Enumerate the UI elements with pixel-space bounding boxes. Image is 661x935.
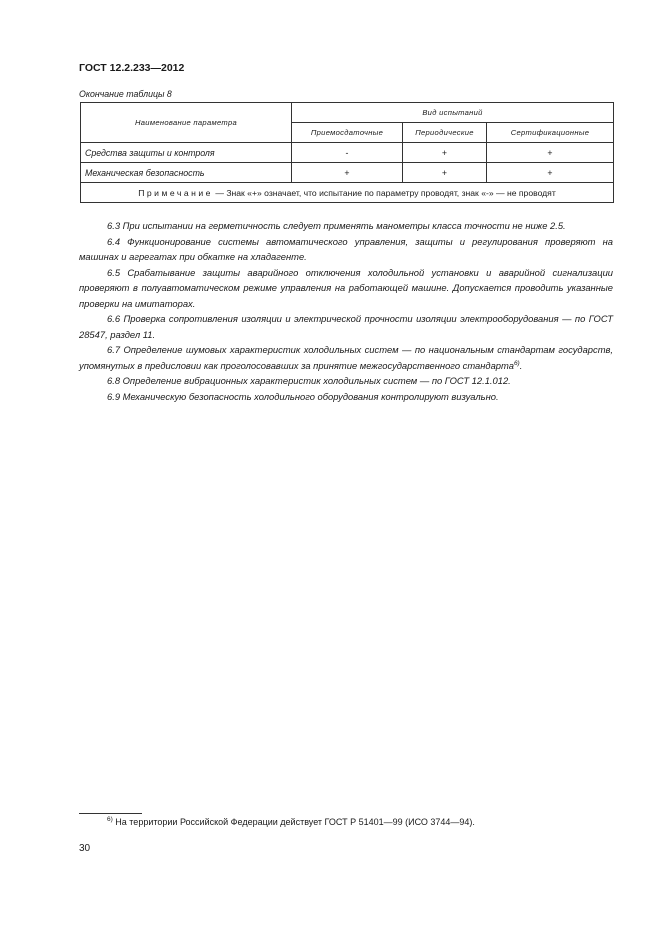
row-value: - xyxy=(292,143,403,163)
footnote-separator xyxy=(79,813,142,814)
paragraph-6-3: 6.3 При испытании на герметичность следует применять манометры класса точности не ниже 2.5. xyxy=(107,220,566,231)
footnote-text: На территории Российской Федерации действует ГОСТ Р 51401—99 (ИСО 3744—94). xyxy=(112,817,475,827)
header-acceptance: Приемосдаточные xyxy=(292,123,403,143)
row-name: Механическая безопасность xyxy=(81,163,292,183)
note-text: — Знак «+» означает, что испытание по параметру проводят, знак «-» — не проводят xyxy=(212,187,556,198)
paragraph-6-4: 6.4 Функционирование системы автоматического управления, защиты и регулирования проверяют на машинах и агрегатах при обкатке на хладагенте. xyxy=(79,235,613,262)
table-row xyxy=(81,143,614,163)
header-test-types: Вид испытаний xyxy=(292,103,614,123)
header-certification: Сертификационные xyxy=(487,123,614,143)
paragraph-6-5: 6.5 Срабатывание защиты аварийного отключения холодильной установки и аварийной сигнализации проверяют в полуавтоматическом режиме управления на работающей машине. Допускается проводить указанные проверки на имитаторах. xyxy=(79,266,613,309)
header-parameter-name: Наименование параметра xyxy=(81,103,292,143)
paragraph-6-7 xyxy=(79,342,613,373)
table-note xyxy=(81,183,614,203)
paragraph-6-7-end: . xyxy=(519,359,523,371)
note-label: Примечание xyxy=(138,187,213,198)
footnote xyxy=(107,817,475,827)
paragraph-6-6: 6.6 Проверка сопротивления изоляции и электрической прочности изоляции электрооборудования — по ГОСТ 28547, раздел 11. xyxy=(79,313,613,340)
row-value: + xyxy=(403,163,487,183)
footnote-ref: 6) xyxy=(513,359,520,367)
paragraph-6-7-text: 6.7 Определение шумовых характеристик холодильных систем — по национальным стандартам государств, упомянутых в предисловии как проголосовавших за принятие межгосударственного стандарта xyxy=(79,344,613,371)
test-types-table xyxy=(80,102,614,203)
footnote-marker: 6) xyxy=(107,816,113,823)
table-caption: Окончание таблицы 8 xyxy=(79,89,172,99)
table-row xyxy=(81,163,614,183)
row-value: + xyxy=(487,163,614,183)
header-periodic: Периодические xyxy=(403,123,487,143)
row-name: Средства защиты и контроля xyxy=(81,143,292,163)
body-text xyxy=(79,218,613,404)
page-number: 30 xyxy=(79,843,91,854)
paragraph-6-8: 6.8 Определение вибрационных характеристик холодильных систем — по ГОСТ 12.1.012. xyxy=(107,375,511,386)
row-value: + xyxy=(292,163,403,183)
row-value: + xyxy=(487,143,614,163)
row-value: + xyxy=(403,143,487,163)
paragraph-6-9: 6.9 Механическую безопасность холодильного оборудования контролируют визуально. xyxy=(107,390,499,402)
document-header: ГОСТ 12.2.233—2012 xyxy=(79,62,185,74)
